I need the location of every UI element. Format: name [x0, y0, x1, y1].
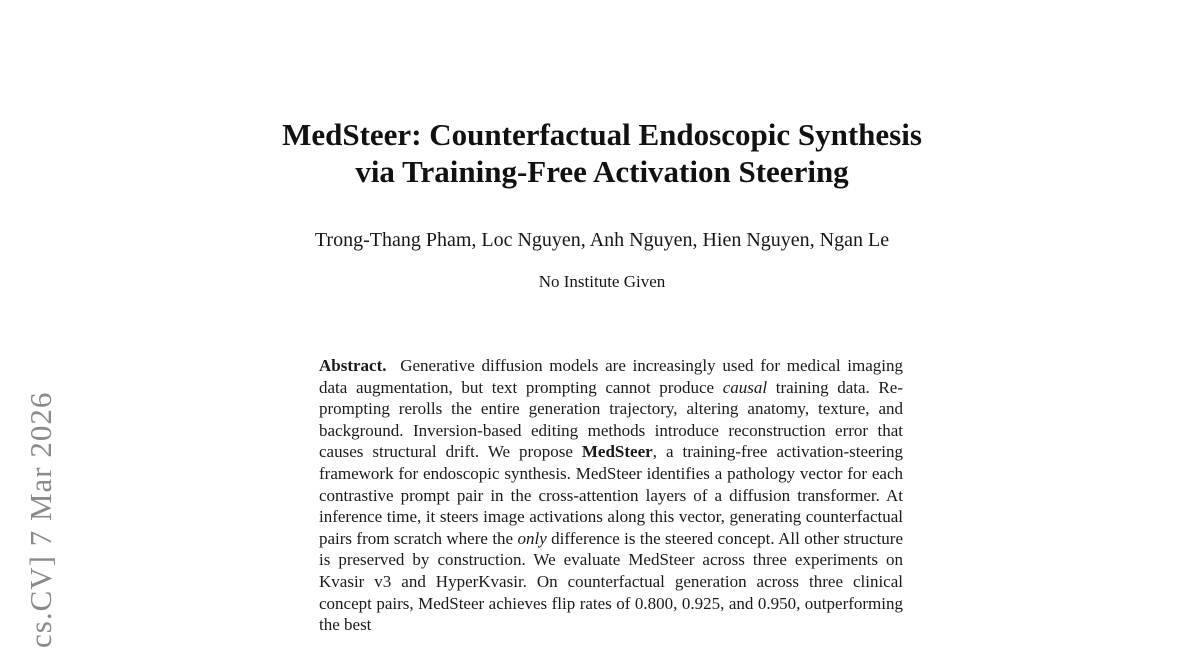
abstract-segment-bold: Abstract.: [319, 356, 387, 375]
abstract-segment-normal: Generative diffusion models are increasingly used for medical imaging data augmentation, but text prompting cannot produce: [319, 356, 903, 397]
abstract-segment-normal: training data. Re-prompting rerolls the entire generation trajectory, altering anatomy, texture, and background. Inversion-based editing methods introduce reconstruction error that causes structural drift. We propose: [319, 377, 903, 462]
abstract-segment-italic: only: [517, 528, 547, 548]
paper-title-line1: MedSteer: Counterfactual Endoscopic Synthesis: [282, 117, 922, 152]
paper-title: [0, 116, 1200, 190]
abstract-segment-italic: causal: [722, 377, 768, 397]
author-list: Trong-Thang Pham, Loc Nguyen, Anh Nguyen, Hien Nguyen, Ngan Le: [314, 229, 890, 251]
abstract-paragraph: [319, 355, 903, 636]
arxiv-watermark: cs.CV] 7 Mar 2026: [23, 391, 58, 648]
institute-line: No Institute Given: [538, 272, 666, 291]
abstract-segment-bold: MedSteer: [581, 442, 653, 462]
abstract-segment-normal: , a training-free activation-steering framework for endoscopic synthesis. MedSteer identifies a pathology vector for each contrastive prompt pair in the cross-attention layers of a diffusion transformer. At inference time, it steers image activations along this vector, generating counterfactual pairs from scratch where the: [319, 442, 903, 548]
abstract-segment-normal: difference is the steered concept. All other structure is preserved by construction. We evaluate MedSteer across three experiments on Kvasir v3 and HyperKvasir. On counterfactual generation across three clinical concept pairs, MedSteer achieves flip rates of 0.800, 0.925, and 0.950, outperforming the best: [319, 528, 904, 635]
paper-title-line2: via Training-Free Activation Steering: [355, 154, 849, 189]
